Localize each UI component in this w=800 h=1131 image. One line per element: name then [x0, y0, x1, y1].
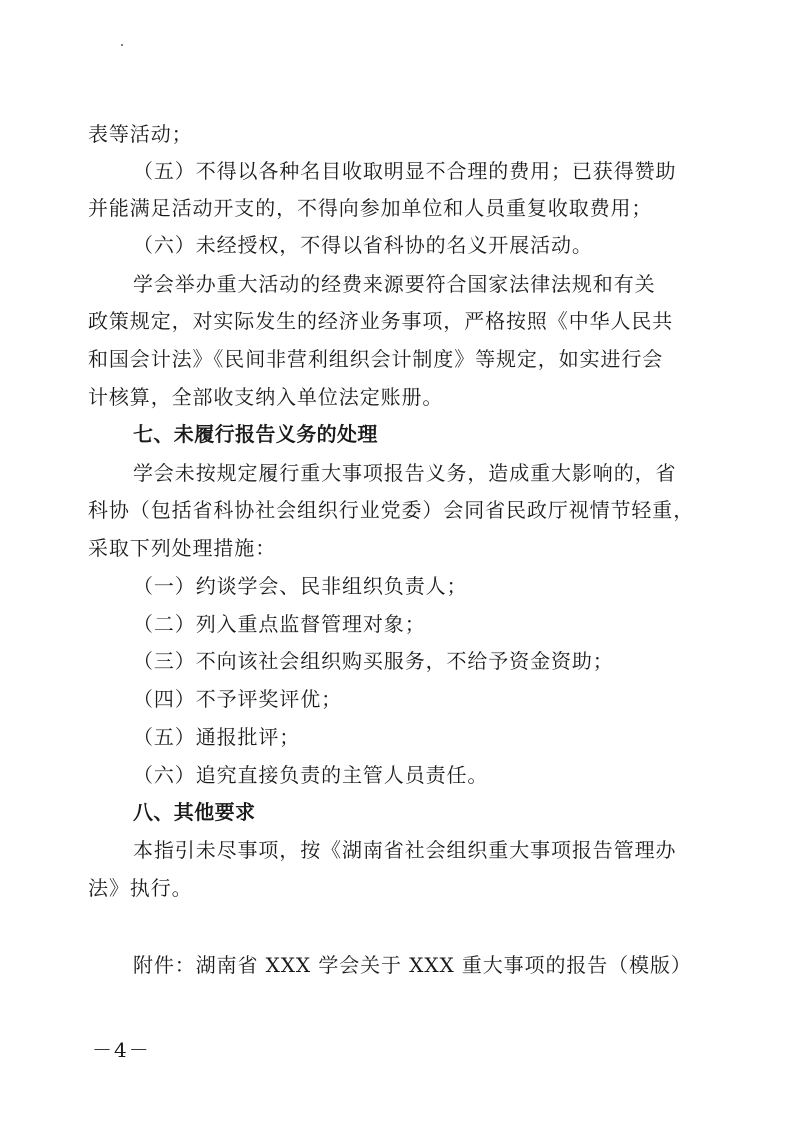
paragraph-line: 学会未按规定履行重大事项报告义务，造成重大影响的，省 — [133, 461, 677, 485]
body-line: 科协（包括省科协社会组织行业党委）会同省民政厅视情节轻重， — [88, 498, 695, 522]
body-line: 政策规定，对实际发生的经济业务事项，严格按照《中华人民共 — [88, 309, 674, 333]
attachment-line: 附件：湖南省 XXX 学会关于 XXX 重大事项的报告（模版） — [133, 953, 692, 977]
section-heading: 七、未履行报告义务的处理 — [133, 422, 378, 446]
list-item: （一）约谈学会、民非组织负责人； — [133, 574, 468, 598]
list-item: （六）未经授权，不得以省科协的名义开展活动。 — [133, 233, 593, 257]
list-item: （三）不向该社会组织购买服务，不给予资金资助； — [133, 649, 614, 673]
body-line: 和国会计法》《民间非营利组织会计制度》等规定，如实进行会 — [88, 347, 664, 371]
body-line: 表等活动； — [88, 122, 193, 146]
body-line: 计核算，全部收支纳入单位法定账册。 — [88, 385, 444, 409]
list-item: （四）不予评奖评优； — [133, 687, 342, 711]
page-number: －4－ — [92, 1038, 151, 1062]
list-item: （五）不得以各种名目收取明显不合理的费用；已获得赞助 — [133, 159, 677, 183]
list-item: （二）列入重点监督管理对象； — [133, 612, 426, 636]
scan-mark — [121, 44, 123, 46]
list-item: （六）追究直接负责的主管人员责任。 — [133, 763, 489, 787]
paragraph-line: 学会举办重大活动的经费来源要符合国家法律法规和有关 — [133, 272, 656, 296]
body-line: 法》执行。 — [88, 876, 193, 900]
body-line: 采取下列处理措施： — [88, 536, 277, 560]
list-item: （五）通报批评； — [133, 725, 301, 749]
body-line: 并能满足活动开支的，不得向参加单位和人员重复收取费用； — [88, 196, 653, 220]
paragraph-line: 本指引未尽事项，按《湖南省社会组织重大事项报告管理办 — [133, 838, 677, 862]
section-heading: 八、其他要求 — [133, 800, 256, 824]
